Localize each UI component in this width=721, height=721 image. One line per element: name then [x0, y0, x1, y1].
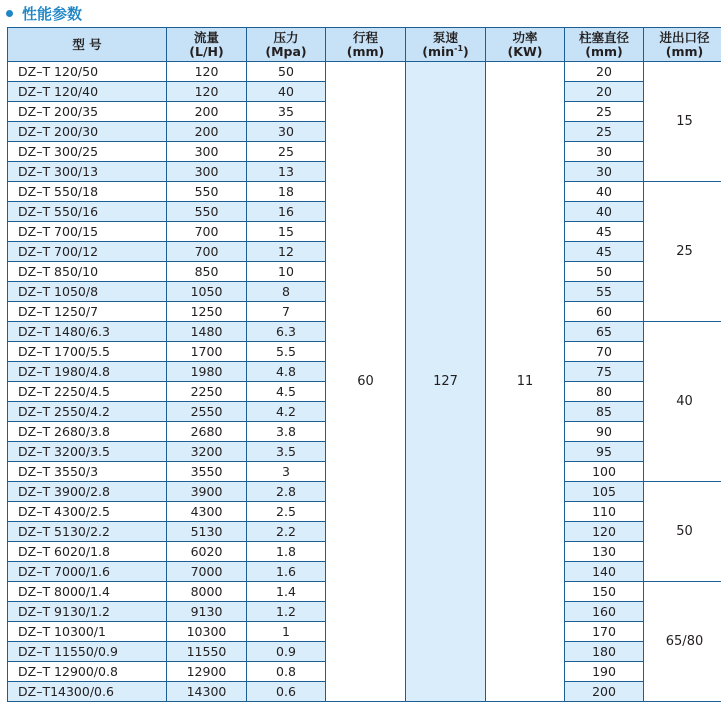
flow-cell: 200 — [167, 122, 247, 142]
pressure-cell: 4.8 — [247, 362, 326, 382]
flow-cell: 550 — [167, 182, 247, 202]
plunger-cell: 200 — [565, 682, 644, 702]
pressure-cell: 6.3 — [247, 322, 326, 342]
model-cell: DZ–T 1250/7 — [8, 302, 167, 322]
pressure-cell: 16 — [247, 202, 326, 222]
speed-cell: 127 — [406, 62, 486, 702]
flow-cell: 120 — [167, 82, 247, 102]
plunger-cell: 190 — [565, 662, 644, 682]
flow-cell: 2680 — [167, 422, 247, 442]
model-cell: DZ–T 550/16 — [8, 202, 167, 222]
plunger-cell: 95 — [565, 442, 644, 462]
plunger-cell: 120 — [565, 522, 644, 542]
port-size-cell: 25 — [644, 182, 721, 322]
pressure-cell: 40 — [247, 82, 326, 102]
port-size-cell: 15 — [644, 62, 721, 182]
flow-cell: 1250 — [167, 302, 247, 322]
pressure-cell: 10 — [247, 262, 326, 282]
flow-cell: 850 — [167, 262, 247, 282]
pressure-cell: 15 — [247, 222, 326, 242]
pressure-cell: 7 — [247, 302, 326, 322]
flow-cell: 9130 — [167, 602, 247, 622]
flow-cell: 700 — [167, 242, 247, 262]
pressure-cell: 25 — [247, 142, 326, 162]
plunger-cell: 105 — [565, 482, 644, 502]
flow-cell: 700 — [167, 222, 247, 242]
model-cell: DZ–T 4300/2.5 — [8, 502, 167, 522]
model-cell: DZ–T 850/10 — [8, 262, 167, 282]
flow-cell: 120 — [167, 62, 247, 82]
section-heading — [6, 2, 82, 24]
plunger-cell: 70 — [565, 342, 644, 362]
model-cell: DZ–T 700/15 — [8, 222, 167, 242]
pressure-cell: 1.4 — [247, 582, 326, 602]
model-cell: DZ–T 550/18 — [8, 182, 167, 202]
pressure-cell: 0.6 — [247, 682, 326, 702]
flow-cell: 550 — [167, 202, 247, 222]
plunger-cell: 150 — [565, 582, 644, 602]
pressure-cell: 12 — [247, 242, 326, 262]
plunger-cell: 60 — [565, 302, 644, 322]
plunger-cell: 40 — [565, 202, 644, 222]
bullet-icon — [6, 10, 13, 17]
pressure-cell: 30 — [247, 122, 326, 142]
port-size-cell: 40 — [644, 322, 721, 482]
plunger-cell: 25 — [565, 102, 644, 122]
pressure-cell: 5.5 — [247, 342, 326, 362]
flow-cell: 2250 — [167, 382, 247, 402]
model-cell: DZ–T 1980/4.8 — [8, 362, 167, 382]
plunger-cell: 20 — [565, 82, 644, 102]
model-cell: DZ–T 6020/1.8 — [8, 542, 167, 562]
model-cell: DZ–T 1050/8 — [8, 282, 167, 302]
plunger-cell: 100 — [565, 462, 644, 482]
flow-cell: 4300 — [167, 502, 247, 522]
model-cell: DZ–T 1700/5.5 — [8, 342, 167, 362]
model-cell: DZ–T 700/12 — [8, 242, 167, 262]
table-body — [8, 62, 721, 702]
flow-cell: 3550 — [167, 462, 247, 482]
flow-cell: 1050 — [167, 282, 247, 302]
flow-cell: 200 — [167, 102, 247, 122]
spec-table — [7, 27, 721, 702]
plunger-cell: 45 — [565, 222, 644, 242]
flow-cell: 2550 — [167, 402, 247, 422]
plunger-cell: 85 — [565, 402, 644, 422]
model-cell: DZ–T 1480/6.3 — [8, 322, 167, 342]
flow-cell: 12900 — [167, 662, 247, 682]
plunger-cell: 140 — [565, 562, 644, 582]
pressure-cell: 18 — [247, 182, 326, 202]
pressure-cell: 3 — [247, 462, 326, 482]
model-cell: DZ–T 11550/0.9 — [8, 642, 167, 662]
flow-cell: 1700 — [167, 342, 247, 362]
plunger-cell: 75 — [565, 362, 644, 382]
model-cell: DZ–T14300/0.6 — [8, 682, 167, 702]
plunger-cell: 30 — [565, 162, 644, 182]
pressure-cell: 2.8 — [247, 482, 326, 502]
stroke-cell: 60 — [326, 62, 406, 702]
pressure-cell: 3.8 — [247, 422, 326, 442]
pressure-cell: 1.8 — [247, 542, 326, 562]
flow-cell: 300 — [167, 142, 247, 162]
header-pressure: 压力 (Mpa) — [247, 28, 326, 62]
flow-cell: 3200 — [167, 442, 247, 462]
plunger-cell: 30 — [565, 142, 644, 162]
plunger-cell: 110 — [565, 502, 644, 522]
pressure-cell: 13 — [247, 162, 326, 182]
model-cell: DZ–T 10300/1 — [8, 622, 167, 642]
model-cell: DZ–T 120/40 — [8, 82, 167, 102]
header-port: 进出口径 (mm) — [644, 28, 721, 62]
table-row — [8, 62, 721, 82]
port-size-cell: 50 — [644, 482, 721, 582]
flow-cell: 3900 — [167, 482, 247, 502]
plunger-cell: 45 — [565, 242, 644, 262]
flow-cell: 5130 — [167, 522, 247, 542]
model-cell: DZ–T 120/50 — [8, 62, 167, 82]
pressure-cell: 4.5 — [247, 382, 326, 402]
header-stroke: 行程 (mm) — [326, 28, 406, 62]
power-cell: 11 — [486, 62, 565, 702]
pressure-cell: 0.8 — [247, 662, 326, 682]
flow-cell: 14300 — [167, 682, 247, 702]
header-row — [8, 28, 721, 62]
flow-cell: 1480 — [167, 322, 247, 342]
pressure-cell: 1.2 — [247, 602, 326, 622]
model-cell: DZ–T 2250/4.5 — [8, 382, 167, 402]
model-cell: DZ–T 3900/2.8 — [8, 482, 167, 502]
model-cell: DZ–T 3200/3.5 — [8, 442, 167, 462]
model-cell: DZ–T 2550/4.2 — [8, 402, 167, 422]
header-speed: 泵速 $(\min^{-1})$ — [406, 28, 486, 62]
pressure-cell: 4.2 — [247, 402, 326, 422]
plunger-cell: 40 — [565, 182, 644, 202]
plunger-cell: 170 — [565, 622, 644, 642]
flow-cell: 8000 — [167, 582, 247, 602]
model-cell: DZ–T 5130/2.2 — [8, 522, 167, 542]
flow-cell: 6020 — [167, 542, 247, 562]
model-cell: DZ–T 200/30 — [8, 122, 167, 142]
model-cell: DZ–T 2680/3.8 — [8, 422, 167, 442]
plunger-cell: 20 — [565, 62, 644, 82]
section-title: 性能参数 — [22, 4, 83, 23]
pressure-cell: 2.2 — [247, 522, 326, 542]
model-cell: DZ–T 200/35 — [8, 102, 167, 122]
plunger-cell: 160 — [565, 602, 644, 622]
header-model: 型 号 — [8, 28, 167, 62]
model-cell: DZ–T 300/25 — [8, 142, 167, 162]
flow-cell: 300 — [167, 162, 247, 182]
plunger-cell: 50 — [565, 262, 644, 282]
header-power: 功率 (KW) — [486, 28, 565, 62]
plunger-cell: 180 — [565, 642, 644, 662]
pressure-cell: 2.5 — [247, 502, 326, 522]
plunger-cell: 25 — [565, 122, 644, 142]
plunger-cell: 90 — [565, 422, 644, 442]
flow-cell: 10300 — [167, 622, 247, 642]
model-cell: DZ–T 7000/1.6 — [8, 562, 167, 582]
pressure-cell: 0.9 — [247, 642, 326, 662]
flow-cell: 1980 — [167, 362, 247, 382]
pressure-cell: 50 — [247, 62, 326, 82]
model-cell: DZ–T 9130/1.2 — [8, 602, 167, 622]
model-cell: DZ–T 300/13 — [8, 162, 167, 182]
flow-cell: 7000 — [167, 562, 247, 582]
header-flow: 流量 (L/H) — [167, 28, 247, 62]
plunger-cell: 80 — [565, 382, 644, 402]
pressure-cell: 3.5 — [247, 442, 326, 462]
plunger-cell: 65 — [565, 322, 644, 342]
port-size-cell: 65/80 — [644, 582, 721, 702]
pressure-cell: 8 — [247, 282, 326, 302]
pressure-cell: 1.6 — [247, 562, 326, 582]
pressure-cell: 1 — [247, 622, 326, 642]
plunger-cell: 55 — [565, 282, 644, 302]
header-plunger: 柱塞直径 (mm) — [565, 28, 644, 62]
model-cell: DZ–T 8000/1.4 — [8, 582, 167, 602]
model-cell: DZ–T 12900/0.8 — [8, 662, 167, 682]
plunger-cell: 130 — [565, 542, 644, 562]
model-cell: DZ–T 3550/3 — [8, 462, 167, 482]
pressure-cell: 35 — [247, 102, 326, 122]
flow-cell: 11550 — [167, 642, 247, 662]
